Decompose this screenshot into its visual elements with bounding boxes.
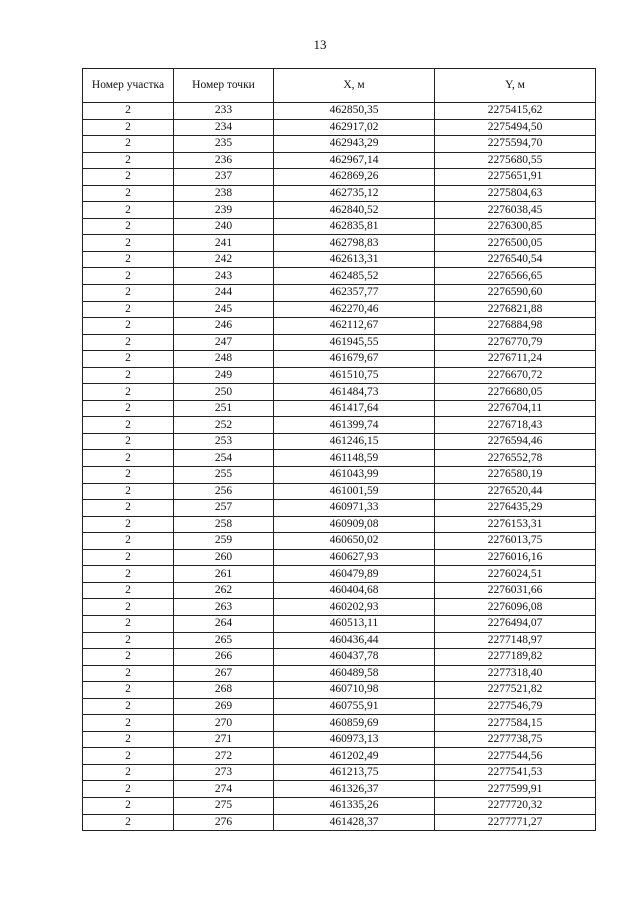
cell-point-number: 258 <box>174 516 274 533</box>
cell-x-coordinate: 462613,31 <box>274 251 435 268</box>
cell-plot-number: 2 <box>83 549 174 566</box>
table-row <box>83 285 596 302</box>
cell-plot-number: 2 <box>83 218 174 235</box>
cell-y-coordinate: 2276540,54 <box>435 251 596 268</box>
table-row <box>83 665 596 682</box>
cell-point-number: 248 <box>174 351 274 368</box>
table-row <box>83 152 596 169</box>
cell-point-number: 243 <box>174 268 274 285</box>
cell-x-coordinate: 461510,75 <box>274 367 435 384</box>
cell-plot-number: 2 <box>83 318 174 335</box>
cell-x-coordinate: 462735,12 <box>274 185 435 202</box>
table-row <box>83 483 596 500</box>
cell-point-number: 236 <box>174 152 274 169</box>
cell-x-coordinate: 462270,46 <box>274 301 435 318</box>
cell-plot-number: 2 <box>83 351 174 368</box>
cell-y-coordinate: 2276770,79 <box>435 334 596 351</box>
cell-plot-number: 2 <box>83 301 174 318</box>
cell-x-coordinate: 461202,49 <box>274 748 435 765</box>
cell-x-coordinate: 461679,67 <box>274 351 435 368</box>
table-row <box>83 218 596 235</box>
cell-y-coordinate: 2277544,56 <box>435 748 596 765</box>
cell-point-number: 265 <box>174 632 274 649</box>
cell-y-coordinate: 2275804,63 <box>435 185 596 202</box>
cell-y-coordinate: 2276718,43 <box>435 417 596 434</box>
cell-x-coordinate: 460513,11 <box>274 615 435 632</box>
cell-y-coordinate: 2277318,40 <box>435 665 596 682</box>
cell-plot-number: 2 <box>83 483 174 500</box>
cell-point-number: 233 <box>174 103 274 120</box>
cell-plot-number: 2 <box>83 384 174 401</box>
cell-point-number: 264 <box>174 615 274 632</box>
cell-x-coordinate: 462869,26 <box>274 169 435 186</box>
header-y-coordinate: Y, м <box>435 69 596 103</box>
cell-point-number: 250 <box>174 384 274 401</box>
cell-x-coordinate: 461326,37 <box>274 781 435 798</box>
cell-y-coordinate: 2275494,50 <box>435 119 596 136</box>
cell-x-coordinate: 461043,99 <box>274 467 435 484</box>
cell-y-coordinate: 2276013,75 <box>435 533 596 550</box>
cell-y-coordinate: 2276435,29 <box>435 500 596 517</box>
table-row <box>83 516 596 533</box>
cell-x-coordinate: 460479,89 <box>274 566 435 583</box>
table-body <box>83 103 596 831</box>
cell-plot-number: 2 <box>83 665 174 682</box>
cell-x-coordinate: 460627,93 <box>274 549 435 566</box>
cell-point-number: 275 <box>174 797 274 814</box>
cell-plot-number: 2 <box>83 764 174 781</box>
cell-y-coordinate: 2276031,66 <box>435 582 596 599</box>
table-row <box>83 715 596 732</box>
cell-x-coordinate: 461246,15 <box>274 433 435 450</box>
cell-x-coordinate: 462835,81 <box>274 218 435 235</box>
table-row <box>83 764 596 781</box>
cell-plot-number: 2 <box>83 682 174 699</box>
table-row <box>83 268 596 285</box>
cell-x-coordinate: 460437,78 <box>274 649 435 666</box>
cell-point-number: 266 <box>174 649 274 666</box>
cell-point-number: 274 <box>174 781 274 798</box>
table-row <box>83 533 596 550</box>
cell-x-coordinate: 460650,02 <box>274 533 435 550</box>
cell-y-coordinate: 2276711,24 <box>435 351 596 368</box>
cell-y-coordinate: 2277546,79 <box>435 698 596 715</box>
cell-point-number: 247 <box>174 334 274 351</box>
table-row <box>83 202 596 219</box>
cell-y-coordinate: 2276594,46 <box>435 433 596 450</box>
cell-plot-number: 2 <box>83 599 174 616</box>
cell-y-coordinate: 2277521,82 <box>435 682 596 699</box>
cell-x-coordinate: 461213,75 <box>274 764 435 781</box>
cell-point-number: 257 <box>174 500 274 517</box>
cell-y-coordinate: 2276580,19 <box>435 467 596 484</box>
cell-point-number: 262 <box>174 582 274 599</box>
cell-plot-number: 2 <box>83 334 174 351</box>
cell-plot-number: 2 <box>83 533 174 550</box>
table-header <box>83 69 596 103</box>
table-row <box>83 500 596 517</box>
table-row <box>83 318 596 335</box>
table-row <box>83 781 596 798</box>
cell-y-coordinate: 2276520,44 <box>435 483 596 500</box>
cell-plot-number: 2 <box>83 152 174 169</box>
cell-plot-number: 2 <box>83 715 174 732</box>
cell-plot-number: 2 <box>83 748 174 765</box>
cell-plot-number: 2 <box>83 433 174 450</box>
cell-x-coordinate: 460971,33 <box>274 500 435 517</box>
cell-y-coordinate: 2276884,98 <box>435 318 596 335</box>
cell-y-coordinate: 2277738,75 <box>435 731 596 748</box>
cell-x-coordinate: 461417,64 <box>274 400 435 417</box>
cell-point-number: 272 <box>174 748 274 765</box>
table-row <box>83 400 596 417</box>
cell-y-coordinate: 2276494,07 <box>435 615 596 632</box>
cell-y-coordinate: 2276670,72 <box>435 367 596 384</box>
cell-x-coordinate: 462840,52 <box>274 202 435 219</box>
cell-point-number: 253 <box>174 433 274 450</box>
cell-point-number: 235 <box>174 136 274 153</box>
cell-point-number: 238 <box>174 185 274 202</box>
cell-point-number: 254 <box>174 450 274 467</box>
cell-point-number: 263 <box>174 599 274 616</box>
cell-plot-number: 2 <box>83 566 174 583</box>
table-row <box>83 599 596 616</box>
header-plot-number: Номер участка <box>83 69 174 103</box>
cell-y-coordinate: 2275594,70 <box>435 136 596 153</box>
header-point-number: Номер точки <box>174 69 274 103</box>
table-row <box>83 384 596 401</box>
cell-point-number: 256 <box>174 483 274 500</box>
table-row <box>83 566 596 583</box>
table-row <box>83 649 596 666</box>
cell-plot-number: 2 <box>83 516 174 533</box>
table-row <box>83 814 596 831</box>
table-row <box>83 235 596 252</box>
cell-y-coordinate: 2276704,11 <box>435 400 596 417</box>
cell-point-number: 246 <box>174 318 274 335</box>
cell-plot-number: 2 <box>83 367 174 384</box>
cell-y-coordinate: 2276153,31 <box>435 516 596 533</box>
cell-x-coordinate: 462485,52 <box>274 268 435 285</box>
cell-plot-number: 2 <box>83 500 174 517</box>
cell-x-coordinate: 462798,83 <box>274 235 435 252</box>
cell-x-coordinate: 460404,68 <box>274 582 435 599</box>
cell-x-coordinate: 462967,14 <box>274 152 435 169</box>
table-row <box>83 119 596 136</box>
cell-point-number: 276 <box>174 814 274 831</box>
cell-point-number: 244 <box>174 285 274 302</box>
cell-plot-number: 2 <box>83 119 174 136</box>
cell-point-number: 234 <box>174 119 274 136</box>
cell-plot-number: 2 <box>83 698 174 715</box>
coordinates-table <box>82 68 596 831</box>
cell-y-coordinate: 2277720,32 <box>435 797 596 814</box>
cell-y-coordinate: 2277584,15 <box>435 715 596 732</box>
cell-point-number: 237 <box>174 169 274 186</box>
cell-y-coordinate: 2277541,53 <box>435 764 596 781</box>
table-row <box>83 467 596 484</box>
cell-plot-number: 2 <box>83 136 174 153</box>
cell-plot-number: 2 <box>83 235 174 252</box>
cell-point-number: 245 <box>174 301 274 318</box>
cell-y-coordinate: 2276038,45 <box>435 202 596 219</box>
cell-point-number: 240 <box>174 218 274 235</box>
cell-x-coordinate: 460973,13 <box>274 731 435 748</box>
cell-x-coordinate: 460909,08 <box>274 516 435 533</box>
cell-point-number: 271 <box>174 731 274 748</box>
table-row <box>83 682 596 699</box>
cell-plot-number: 2 <box>83 797 174 814</box>
table-row <box>83 185 596 202</box>
cell-y-coordinate: 2277771,27 <box>435 814 596 831</box>
table-row <box>83 351 596 368</box>
table-row <box>83 417 596 434</box>
cell-x-coordinate: 461484,73 <box>274 384 435 401</box>
table-row <box>83 251 596 268</box>
cell-plot-number: 2 <box>83 285 174 302</box>
cell-x-coordinate: 461945,55 <box>274 334 435 351</box>
cell-x-coordinate: 461148,59 <box>274 450 435 467</box>
cell-point-number: 273 <box>174 764 274 781</box>
cell-plot-number: 2 <box>83 202 174 219</box>
cell-plot-number: 2 <box>83 582 174 599</box>
cell-x-coordinate: 460436,44 <box>274 632 435 649</box>
cell-y-coordinate: 2276680,05 <box>435 384 596 401</box>
table-row <box>83 731 596 748</box>
cell-y-coordinate: 2276590,60 <box>435 285 596 302</box>
cell-point-number: 267 <box>174 665 274 682</box>
table-row <box>83 797 596 814</box>
table-row <box>83 582 596 599</box>
table-row <box>83 103 596 120</box>
cell-x-coordinate: 461399,74 <box>274 417 435 434</box>
cell-x-coordinate: 461428,37 <box>274 814 435 831</box>
table-row <box>83 136 596 153</box>
cell-y-coordinate: 2275415,62 <box>435 103 596 120</box>
cell-plot-number: 2 <box>83 268 174 285</box>
cell-y-coordinate: 2275651,91 <box>435 169 596 186</box>
table-row <box>83 301 596 318</box>
cell-plot-number: 2 <box>83 400 174 417</box>
cell-x-coordinate: 460202,93 <box>274 599 435 616</box>
cell-x-coordinate: 462850,35 <box>274 103 435 120</box>
cell-point-number: 255 <box>174 467 274 484</box>
table-row <box>83 549 596 566</box>
cell-point-number: 251 <box>174 400 274 417</box>
table-row <box>83 698 596 715</box>
cell-point-number: 242 <box>174 251 274 268</box>
cell-y-coordinate: 2277189,82 <box>435 649 596 666</box>
cell-plot-number: 2 <box>83 615 174 632</box>
cell-plot-number: 2 <box>83 251 174 268</box>
cell-plot-number: 2 <box>83 185 174 202</box>
cell-plot-number: 2 <box>83 814 174 831</box>
cell-plot-number: 2 <box>83 103 174 120</box>
cell-y-coordinate: 2276096,08 <box>435 599 596 616</box>
cell-point-number: 260 <box>174 549 274 566</box>
cell-y-coordinate: 2277599,91 <box>435 781 596 798</box>
cell-plot-number: 2 <box>83 450 174 467</box>
cell-x-coordinate: 461001,59 <box>274 483 435 500</box>
cell-x-coordinate: 460859,69 <box>274 715 435 732</box>
cell-x-coordinate: 461335,26 <box>274 797 435 814</box>
cell-x-coordinate: 460710,98 <box>274 682 435 699</box>
table-row <box>83 748 596 765</box>
cell-plot-number: 2 <box>83 417 174 434</box>
cell-y-coordinate: 2276024,51 <box>435 566 596 583</box>
table-row <box>83 169 596 186</box>
table-row <box>83 334 596 351</box>
cell-point-number: 252 <box>174 417 274 434</box>
cell-y-coordinate: 2275680,55 <box>435 152 596 169</box>
table-row <box>83 615 596 632</box>
cell-y-coordinate: 2276016,16 <box>435 549 596 566</box>
page-number: 13 <box>313 37 327 52</box>
table-row <box>83 367 596 384</box>
cell-point-number: 241 <box>174 235 274 252</box>
cell-x-coordinate: 462357,77 <box>274 285 435 302</box>
header-x-coordinate: X, м <box>274 69 435 103</box>
cell-plot-number: 2 <box>83 649 174 666</box>
cell-point-number: 239 <box>174 202 274 219</box>
cell-plot-number: 2 <box>83 781 174 798</box>
cell-plot-number: 2 <box>83 169 174 186</box>
cell-x-coordinate: 462917,02 <box>274 119 435 136</box>
table-row <box>83 632 596 649</box>
cell-x-coordinate: 462943,29 <box>274 136 435 153</box>
cell-point-number: 261 <box>174 566 274 583</box>
cell-plot-number: 2 <box>83 731 174 748</box>
cell-y-coordinate: 2276552,78 <box>435 450 596 467</box>
table-row <box>83 433 596 450</box>
cell-plot-number: 2 <box>83 467 174 484</box>
cell-point-number: 268 <box>174 682 274 699</box>
cell-point-number: 249 <box>174 367 274 384</box>
cell-y-coordinate: 2277148,97 <box>435 632 596 649</box>
cell-x-coordinate: 462112,67 <box>274 318 435 335</box>
cell-point-number: 270 <box>174 715 274 732</box>
cell-y-coordinate: 2276500,05 <box>435 235 596 252</box>
table-row <box>83 450 596 467</box>
cell-y-coordinate: 2276566,65 <box>435 268 596 285</box>
cell-x-coordinate: 460755,91 <box>274 698 435 715</box>
cell-y-coordinate: 2276300,85 <box>435 218 596 235</box>
cell-point-number: 269 <box>174 698 274 715</box>
cell-y-coordinate: 2276821,88 <box>435 301 596 318</box>
cell-point-number: 259 <box>174 533 274 550</box>
header-row <box>83 69 596 103</box>
cell-plot-number: 2 <box>83 632 174 649</box>
cell-x-coordinate: 460489,58 <box>274 665 435 682</box>
